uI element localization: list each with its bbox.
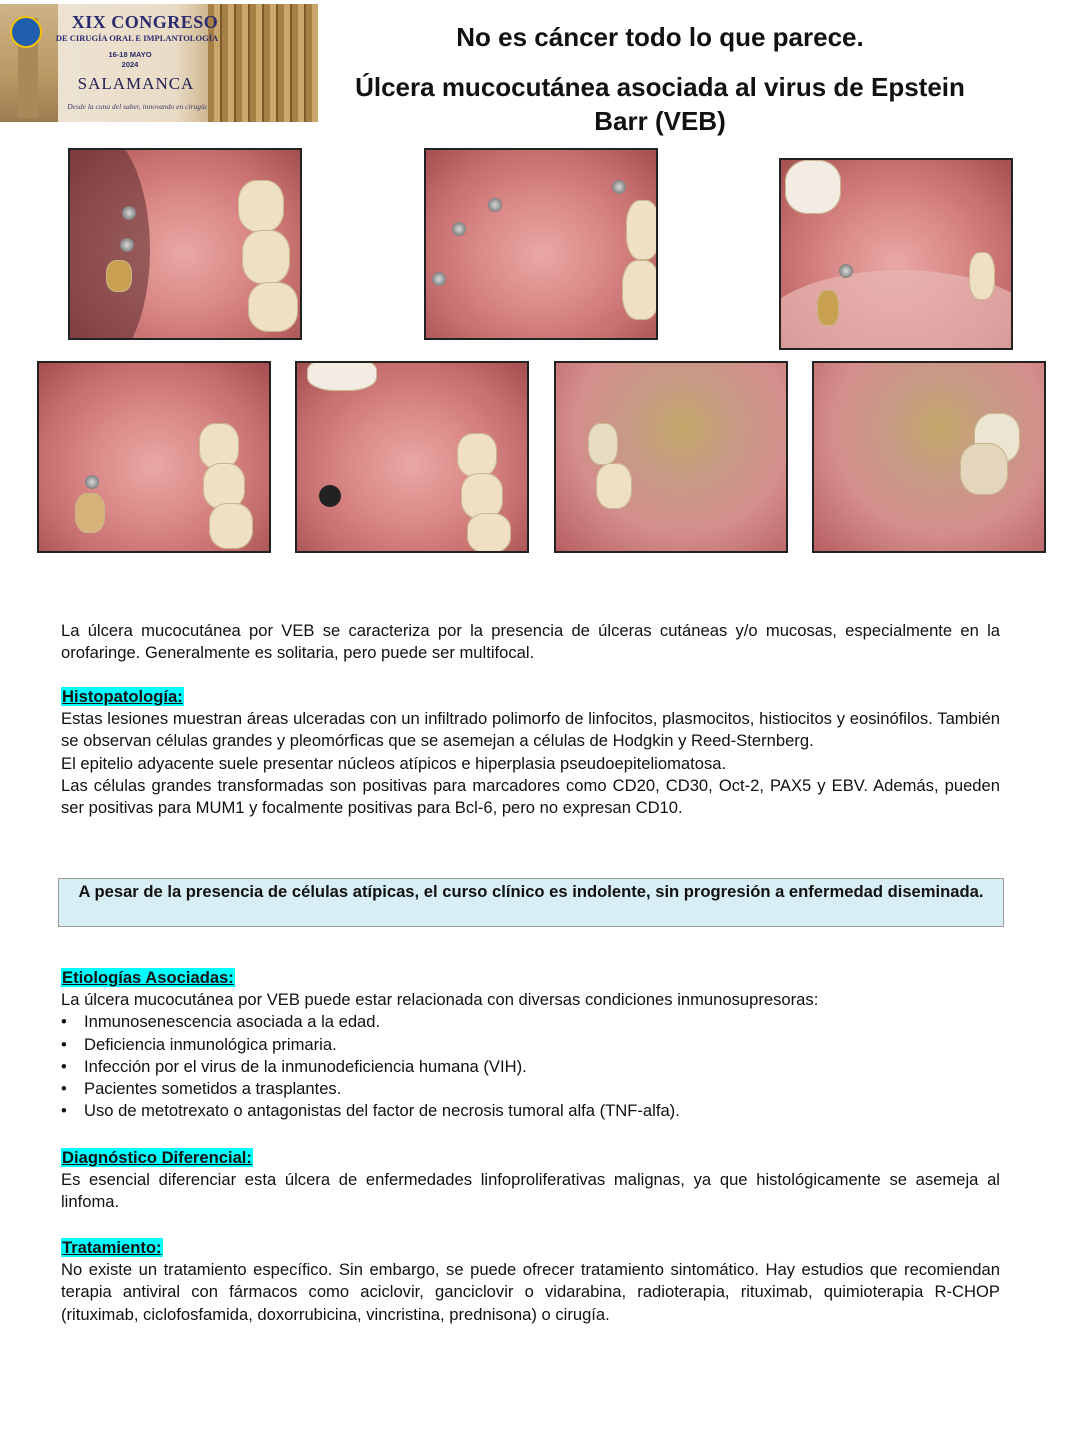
page-subtitle: Úlcera mucocutánea asociada al virus de Epstein Barr (VEB)	[355, 72, 965, 136]
clinical-photo-5	[295, 361, 529, 553]
etiologies-section	[61, 967, 1000, 1122]
intro-paragraph: La úlcera mucocutánea por VEB se caracteriza por la presencia de úlceras cutáneas y/o mucosas, especialmente en la orofaringe. Generalmente es solitaria, pero puede ser multifocal.	[61, 621, 1000, 663]
banner-dates-year: 2024	[121, 60, 139, 69]
histopathology-section	[61, 686, 1000, 819]
histopathology-p3: Las células grandes transformadas son positivas para marcadores como CD20, CD30, Oct-2, PAX5 y EBV. Además, pueden ser positivas para MUM1 y focalmente positivas para Bcl-6, pero no expresan CD10.	[61, 775, 1000, 818]
callout-box: A pesar de la presencia de células atípicas, el curso clínico es indolente, sin progresión a enfermedad diseminada.	[58, 878, 1004, 927]
secom-logo	[10, 16, 42, 48]
list-item: • Infección por el virus de la inmunodeficiencia humana (VIH).	[61, 1056, 1000, 1078]
histopathology-p1: Estas lesiones muestran áreas ulceradas con un infiltrado polimorfo de linfocitos, plasmocitos, histiocitos y eosinófilos. También se observan células grandes y pleomórficas que se asemejan a células de Hodgkin y Reed-Sternberg.	[61, 709, 1000, 751]
clinical-photo-3	[779, 158, 1013, 350]
banner-motto: Desde la cuna del saber, innovando en cirugía	[67, 102, 207, 111]
differential-text: Es esencial diferenciar esta úlcera de enfermedades linfoproliferativas malignas, ya que histológicamente se asemeja al linfoma.	[61, 1170, 1000, 1212]
histopathology-heading: Histopatología:	[62, 687, 183, 706]
etiologies-heading: Etiologías Asociadas:	[62, 968, 234, 987]
banner-dates-days: 16-18 MAYO	[108, 50, 152, 59]
clinical-photo-2	[424, 148, 658, 340]
clinical-photo-6	[554, 361, 788, 553]
treatment-text: No existe un tratamiento específico. Sin embargo, se puede ofrecer tratamiento sintomático. Hay estudios que recomiendan terapia antiviral con fármacos como aciclovir, ganciclovir o vidarabina, radioterapia, rituximab, quimioterapia R-CHOP (rituximab, ciclofosfamida, doxorrubicina, vincristina, prednisona) o cirugía.	[61, 1260, 1000, 1324]
differential-heading: Diagnóstico Diferencial:	[62, 1148, 252, 1167]
congress-banner	[0, 4, 318, 122]
banner-city: SALAMANCA	[77, 74, 195, 93]
page-title: No es cáncer todo lo que parece.	[456, 22, 864, 52]
etiologies-intro: La úlcera mucocutánea por VEB puede estar relacionada con diversas condiciones inmunosupresoras:	[61, 990, 819, 1010]
treatment-section	[61, 1237, 1000, 1326]
clinical-photo-7	[812, 361, 1046, 553]
facade-image	[208, 4, 318, 122]
etiologies-list	[61, 1011, 1000, 1122]
differential-section	[61, 1147, 1000, 1214]
list-item: • Pacientes sometidos a trasplantes.	[61, 1078, 1000, 1100]
banner-dates	[100, 50, 160, 70]
list-item: • Deficiencia inmunológica primaria.	[61, 1034, 1000, 1056]
banner-title: XIX CONGRESO	[71, 12, 219, 32]
treatment-heading: Tratamiento:	[62, 1238, 162, 1257]
clinical-photo-1	[68, 148, 302, 340]
clinical-photo-4	[37, 361, 271, 553]
list-item: • Uso de metotrexato o antagonistas del factor de necrosis tumoral alfa (TNF-alfa).	[61, 1100, 1000, 1122]
histopathology-p2: El epitelio adyacente suele presentar núcleos atípicos e hiperplasia pseudoepiteliomatosa.	[61, 753, 727, 773]
banner-subtitle: DE CIRUGÍA ORAL E IMPLANTOLOGÍA	[55, 33, 219, 43]
list-item: • Inmunosenescencia asociada a la edad.	[61, 1011, 1000, 1033]
